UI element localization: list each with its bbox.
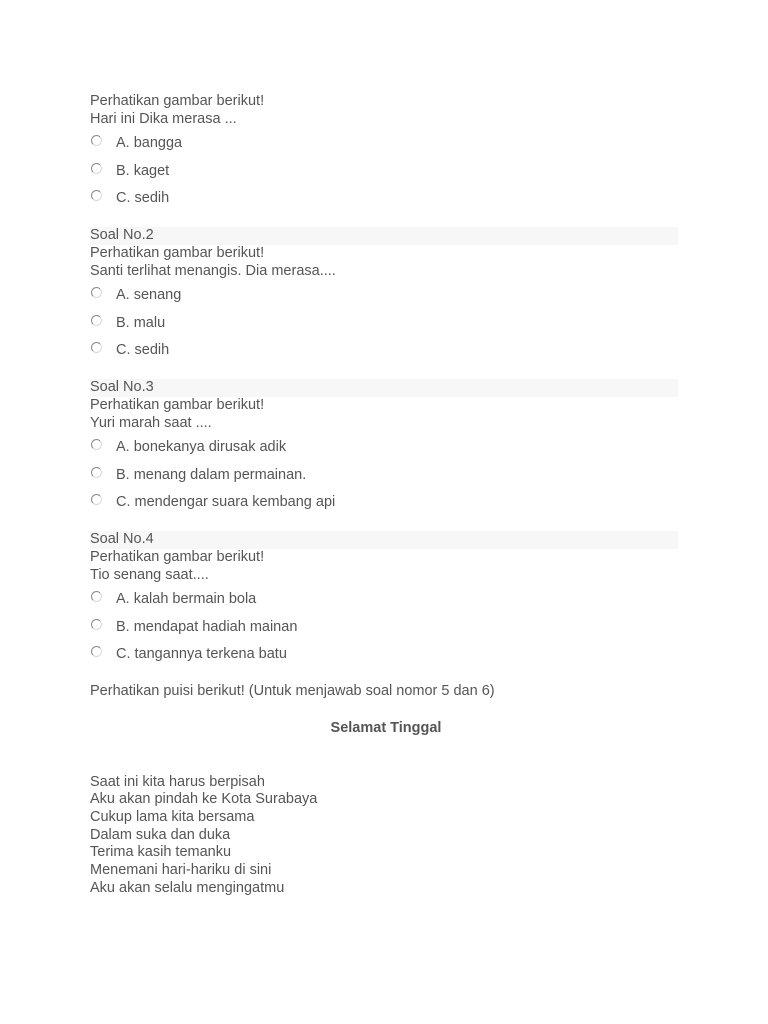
poem-intro: Perhatikan puisi berikut! (Untuk menjawab soal nomor 5 dan 6)	[90, 683, 495, 700]
poem-line: Menemani hari-hariku di sini	[90, 861, 272, 878]
question-instruction: Perhatikan gambar berikut!	[90, 548, 265, 565]
radio-button[interactable]	[91, 342, 102, 353]
poem-line: Saat ini kita harus berpisah	[90, 773, 265, 790]
question-text: Santi terlihat menangis. Dia merasa....	[90, 262, 336, 279]
option-c[interactable]	[90, 342, 678, 369]
option-label: B. kaget	[116, 162, 170, 179]
option-label: B. mendapat hadiah mainan	[116, 618, 298, 635]
radio-button[interactable]	[91, 163, 102, 174]
question-1	[90, 93, 678, 217]
question-text: Tio senang saat....	[90, 566, 209, 583]
option-label: A. bonekanya dirusak adik	[116, 439, 287, 456]
poem-title: Selamat Tinggal	[330, 719, 442, 736]
radio-button[interactable]	[91, 287, 102, 298]
question-text: Yuri marah saat ....	[90, 414, 212, 431]
option-label: C. mendengar suara kembang api	[116, 493, 336, 510]
question-instruction: Perhatikan gambar berikut!	[90, 93, 265, 109]
option-a[interactable]	[90, 135, 678, 162]
radio-button[interactable]	[91, 467, 102, 478]
answer-options	[90, 439, 678, 521]
answer-options	[90, 135, 678, 217]
option-b[interactable]	[90, 163, 678, 190]
radio-button[interactable]	[91, 619, 102, 630]
radio-button[interactable]	[91, 135, 102, 146]
question-2	[90, 227, 678, 369]
option-c[interactable]	[90, 646, 678, 673]
question-number: Soal No.2	[90, 227, 678, 245]
option-b[interactable]	[90, 467, 678, 494]
option-label: A. kalah bermain bola	[116, 591, 257, 608]
option-c[interactable]	[90, 190, 678, 217]
radio-button[interactable]	[91, 591, 102, 602]
question-instruction: Perhatikan gambar berikut!	[90, 244, 265, 261]
poem-line: Aku akan selalu mengingatmu	[90, 879, 285, 896]
option-label: C. sedih	[116, 341, 170, 358]
option-a[interactable]	[90, 287, 678, 314]
option-b[interactable]	[90, 315, 678, 342]
option-a[interactable]	[90, 591, 678, 618]
answer-options	[90, 287, 678, 369]
poem-line: Aku akan pindah ke Kota Surabaya	[90, 791, 318, 808]
option-b[interactable]	[90, 619, 678, 646]
question-4	[90, 531, 678, 673]
option-label: C. tangannya terkena batu	[116, 645, 287, 662]
radio-button[interactable]	[91, 190, 102, 201]
poem	[90, 774, 678, 898]
poem-line: Terima kasih temanku	[90, 844, 232, 861]
question-instruction: Perhatikan gambar berikut!	[90, 396, 265, 413]
answer-options	[90, 591, 678, 673]
option-label: B. malu	[116, 314, 166, 331]
option-label: C. sedih	[116, 189, 170, 206]
quiz-page	[90, 93, 678, 897]
option-a[interactable]	[90, 439, 678, 466]
radio-button[interactable]	[91, 646, 102, 657]
radio-button[interactable]	[91, 439, 102, 450]
radio-button[interactable]	[91, 315, 102, 326]
poem-line: Dalam suka dan duka	[90, 826, 231, 843]
poem-line: Cukup lama kita bersama	[90, 808, 255, 825]
question-number: Soal No.3	[90, 379, 678, 397]
radio-button[interactable]	[91, 494, 102, 505]
option-label: B. menang dalam permainan.	[116, 466, 307, 483]
question-number: Soal No.4	[90, 531, 678, 549]
option-c[interactable]	[90, 494, 678, 521]
question-3	[90, 379, 678, 521]
option-label: A. bangga	[116, 135, 183, 152]
option-label: A. senang	[116, 287, 182, 304]
question-text: Hari ini Dika merasa ...	[90, 110, 237, 127]
